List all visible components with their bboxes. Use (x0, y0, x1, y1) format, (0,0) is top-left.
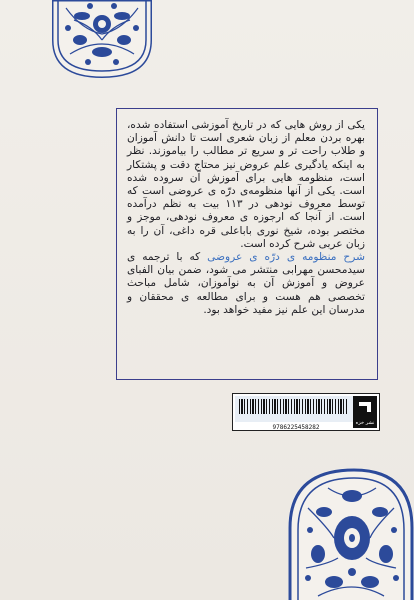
publisher-name: نشر خزه (355, 420, 375, 426)
barcode-panel (232, 393, 380, 431)
barcode (235, 396, 353, 431)
book-title-highlight: شرح منظومه ی درّه ی عروضی (207, 251, 365, 264)
publisher-logo (353, 396, 377, 428)
publisher-logo-icon (357, 400, 373, 414)
ornament-top-icon (52, 0, 152, 78)
description-paragraph-2-rest: که با ترجمه ی سیدمحسن مهرابی منتشر می شود، ضمن بیان الفبای عروض و آموزش آن به نوآموزان، شامل مباحث تخصصی هم هست و برای مطالعه ی محققان و مدرسان این علم نیز مفید خواهد بود. (127, 251, 365, 316)
description-paragraph-2 (127, 251, 365, 317)
ornament-bottom-icon (288, 468, 414, 600)
isbn-number: 9786225458282 (272, 424, 320, 431)
description-paragraph-1: یکی از روش هایی که در تاریخ آموزشی استفاده شده، بهره بردن معلم از زبان شعری است تا دانش آموزان و طلاب راحت تر و سریع تر مطالب را بیاموزند. نظر به اینکه یادگیری علم عروض نیز محتاج دقت و پشتکار است، منظومه هایی برای آموزش آن سروده شده است. یکی از آنها منظومه‌ی درّه ی عروضی است که توسط معروف نودهی در ۱۱۳ بیت به نظم درآمده است. از آنجا که ارجوزه ی معروف نودهی، موجز و مختصر بوده، شیخ نوری باباعلی قره داغی، آن را به زبان عربی شرح کرده است. (127, 119, 365, 250)
barcode-bars (239, 399, 349, 414)
description-box (116, 108, 378, 380)
